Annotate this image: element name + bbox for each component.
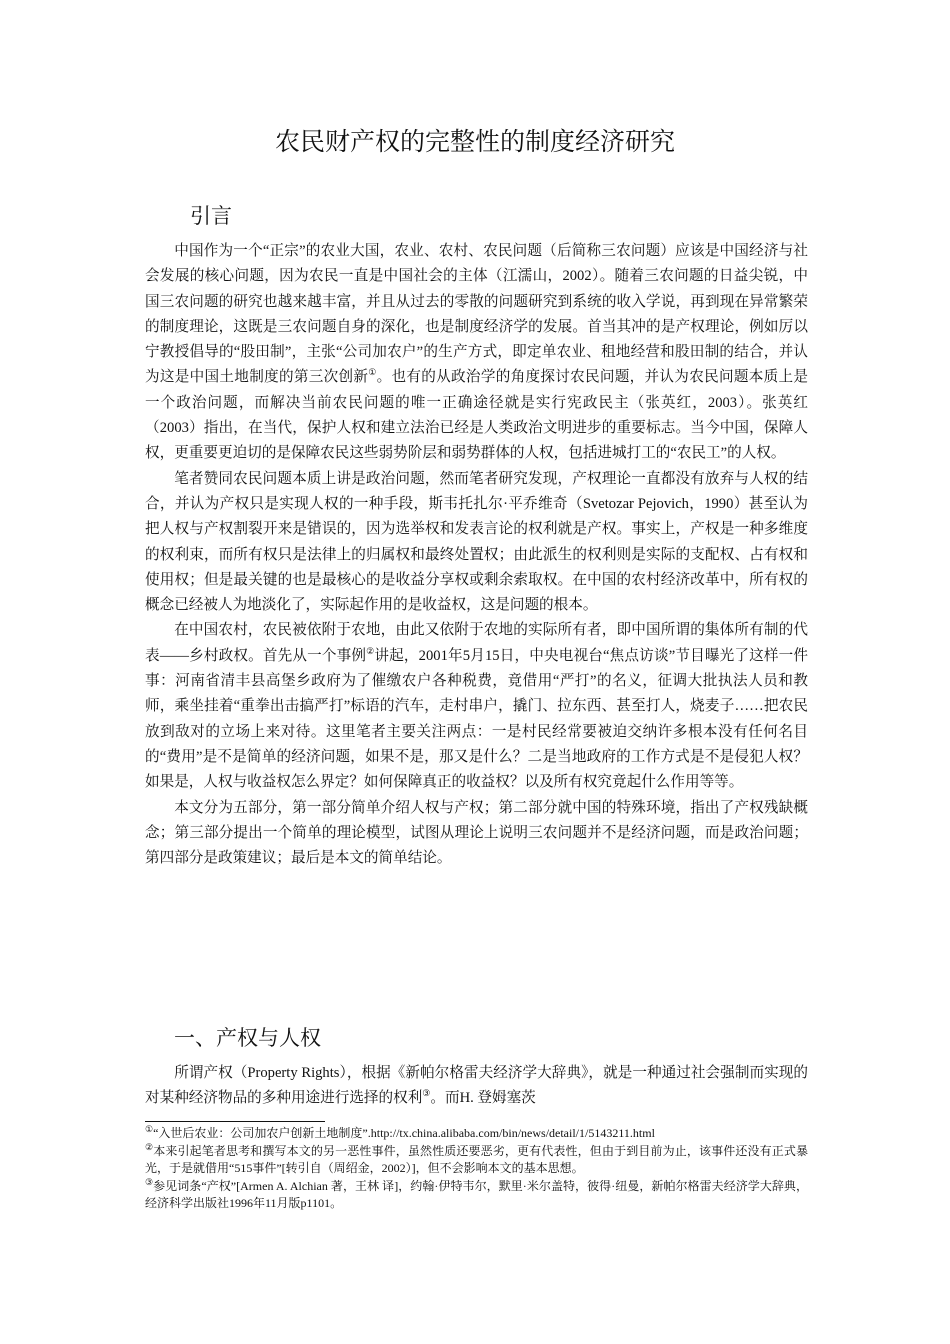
document-title: 农民财产权的完整性的制度经济研究 <box>274 127 675 156</box>
paragraph: 所谓产权（Property Rights），根据《新帕尔格雷夫经济学大辞典》，就是一种通过社会强制而实现的对某种经济物品的多种用途进行选择的权利③。而H. 登姆塞茨 <box>145 1065 808 1107</box>
footnotes <box>145 1125 808 1213</box>
footnote-mark: ① <box>145 1124 154 1134</box>
paragraph: 本文分为五部分，第一部分简单介绍人权与产权；第二部分就中国的特殊环境，指出了产权残缺概念；第三部分提出一个简单的理论模型，试图从理论上说明三农问题并不是经济问题，而是政治问题；第四部分是政策建议；最后是本文的简单结论。 <box>145 799 808 867</box>
footnote: ③参见词条“产权”[Armen A. Alchian 著，王林 译]，约翰·伊特韦尔，默里·米尔盖特，彼得·纽曼，新帕尔格雷夫经济学大辞典，经济科学出版社1996年11月版p1101。 <box>145 1176 808 1210</box>
intro-body <box>145 239 808 871</box>
part1-body <box>145 1061 808 1112</box>
paragraph: 中国作为一个“正宗”的农业大国，农业、农村、农民问题（后简称三农问题）应该是中国经济与社会发展的核心问题，因为农民一直是中国社会的主体（江濡山，2002）。随着三农问题的日益尖锐，中国三农问题的研究也越来越丰富，并且从过去的零散的问题研究到系统的收入学说，再到现在异常繁荣的制度理论，这既是三农问题自身的深化，也是制度经济学的发展。首当其冲的是产权理论，例如厉以宁教授倡导的“股田制”，主张“公司加农户”的生产方式，即定单农业、租地经营和股田制的结合，并认为这是中国土地制度的第三次创新①。也有的从政治学的角度探讨农民问题，并认为农民问题本质上是一个政治问题，而解决当前农民问题的唯一正确途径就是实行宪政民主（张英红，2003）。张英红（2003）指出，在当代，保护人权和建立法治已经是人类政治文明进步的重要标志。当今中国，保障人权，更重要更迫切的是保障农民这些弱势阶层和弱势群体的人权，包括进城打工的“农民工”的人权。 <box>145 243 808 462</box>
footnote: ①“入世后农业：公司加农户创新土地制度”.http://tx.china.alibaba.com/bin/news/detail/1/5143211.html <box>145 1124 655 1140</box>
section-heading-1: 一、产权与人权 <box>174 1026 321 1050</box>
footnote-ref[interactable]: ③ <box>422 1088 431 1099</box>
footnote-divider <box>145 1121 325 1122</box>
footnote: ②本来引起笔者思考和撰写本文的另一恶性事件，虽然性质还要恶劣，更有代表性，但由于到目前为止，该事件还没有正式暴光，于是就借用“515事件”[转引自（周绍金，2002）]，但不会影响本文的基本思想。 <box>145 1141 808 1175</box>
footnote-ref[interactable]: ① <box>368 367 377 378</box>
footnote-ref[interactable]: ② <box>366 645 375 656</box>
footnote-mark: ③ <box>145 1176 154 1187</box>
paragraph: 在中国农村，农民被依附于农地，由此又依附于农地的实际所有者，即中国所谓的集体所有制的代表——乡村政权。首先从一个事例②讲起，2001年5月15日，中央电视台“焦点访谈”节目曝光了这样一件事：河南省清丰县高堡乡政府为了催缴农户各种税费，竟借用“严打”的名义，征调大批执法人员和教师，乘坐挂着“重拳出击搞严打”标语的汽车，走村串户，撬门、拉东西、甚至打人，烧麦子……把农民放到敌对的立场上来对待。这里笔者主要关注两点：一是村民经常要被迫交纳许多根本没有任何名目的“费用”是不是简单的经济问题，如果不是，那又是什么？二是当地政府的工作方式是不是侵犯人权？如果是，人权与收益权怎么界定？如何保障真正的收益权？以及所有权究竟起什么作用等等。 <box>145 622 808 791</box>
intro-heading: 引言 <box>190 204 232 228</box>
paragraph: 笔者赞同农民问题本质上讲是政治问题，然而笔者研究发现，产权理论一直都没有放弃与人权的结合，并认为产权只是实现人权的一种手段，斯韦托扎尔·平乔维奇（Svetozar Pejovich，1990）甚至认为把人权与产权割裂开来是错误的，因为选举权和发表言论的权利就是产权。事实上，产权是一种多维度的权利束，而所有权只是法律上的归属权和最终处置权；由此派生的权利则是实际的支配权、占有权和使用权；但是最关键的也是最核心的是收益分享权或剩余索取权。在中国的农村经济改革中，所有权的概念已经被人为地淡化了，实际起作用的是收益权，这是问题的根本。 <box>145 470 808 614</box>
footnote-mark: ② <box>145 1141 154 1152</box>
